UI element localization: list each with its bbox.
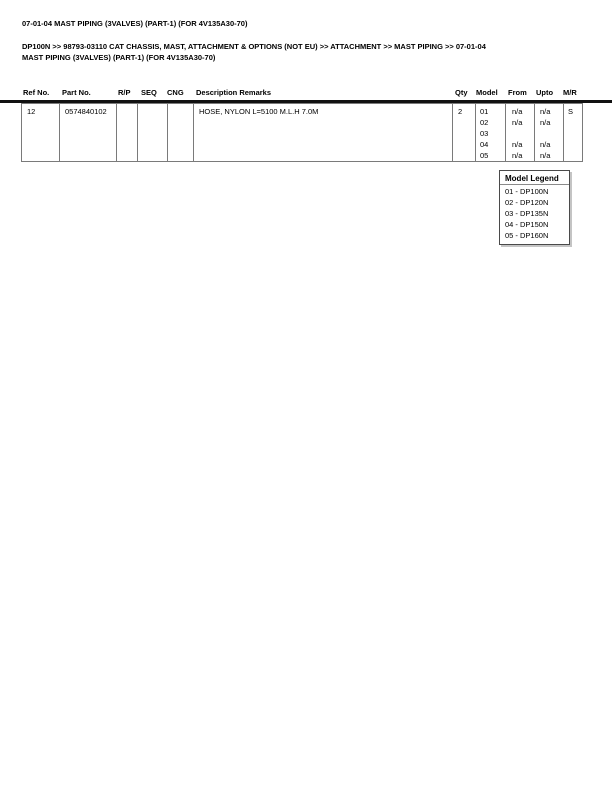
model-code: 01: [480, 107, 489, 116]
model-code: 03: [480, 128, 489, 138]
cell-seq: [138, 104, 168, 161]
cell-model-list: [476, 104, 506, 161]
upto-value: n/a: [540, 150, 551, 160]
upto-value: [540, 129, 561, 140]
header-qty: Qty: [455, 88, 468, 97]
from-value: n/a: [512, 107, 523, 116]
legend-item: 02 - DP120N: [505, 198, 549, 207]
header-from: From: [508, 88, 527, 97]
cell-part-no: 0574840102: [60, 104, 117, 161]
cell-from-list: [506, 104, 535, 161]
mr-value: S: [568, 107, 574, 116]
legend-item: 05 - DP160N: [505, 231, 549, 240]
cell-ref-no: 12: [22, 104, 60, 161]
from-value: [512, 129, 532, 140]
cell-cng: [168, 104, 194, 161]
upto-value: n/a: [540, 139, 551, 149]
page-title: 07-01-04 MAST PIPING (3VALVES) (PART-1) (FOR 4V135A30-70): [22, 19, 248, 28]
legend-item: 04 - DP150N: [505, 220, 549, 229]
breadcrumb: DP100N >> 98793-03110 CAT CHASSIS, MAST, ATTACHMENT & OPTIONS (NOT EU) >> ATTACHMENT >> MAST PIPING >> 07-01-04 MAST PIPING (3VALVES) (PART-1) (FOR 4V135A30-70): [22, 42, 486, 62]
table-header-row: [0, 88, 612, 100]
header-part-no: Part No.: [62, 88, 91, 97]
header-cng: CNG: [167, 88, 184, 97]
from-value: n/a: [512, 150, 523, 160]
cell-upto-list: [535, 104, 564, 161]
header-mr: M/R: [563, 88, 577, 97]
legend-item: 03 - DP135N: [505, 209, 549, 218]
header-rp: R/P: [118, 88, 131, 97]
upto-value: n/a: [540, 107, 551, 116]
header-upto: Upto: [536, 88, 554, 97]
cell-rp: [117, 104, 138, 161]
model-legend-items: [500, 185, 569, 244]
cell-qty: 2: [453, 104, 476, 161]
legend-item: 01 - DP100N: [505, 187, 549, 196]
upto-value: n/a: [540, 117, 551, 127]
header-model: Model: [476, 88, 498, 97]
model-code: 02: [480, 117, 489, 127]
header-description: Description Remarks: [196, 88, 272, 97]
table-row: [21, 103, 583, 162]
cell-mr: [564, 104, 582, 161]
model-code: 04: [480, 139, 489, 149]
from-value: n/a: [512, 117, 523, 127]
model-legend: [499, 170, 570, 245]
header-ref-no: Ref No.: [23, 88, 50, 97]
model-code: 05: [480, 150, 489, 160]
cell-description: HOSE, NYLON L=5100 M.L.H 7.0M: [194, 104, 453, 161]
from-value: n/a: [512, 139, 523, 149]
header-seq: SEQ: [141, 88, 157, 97]
model-legend-title: Model Legend: [500, 171, 569, 185]
